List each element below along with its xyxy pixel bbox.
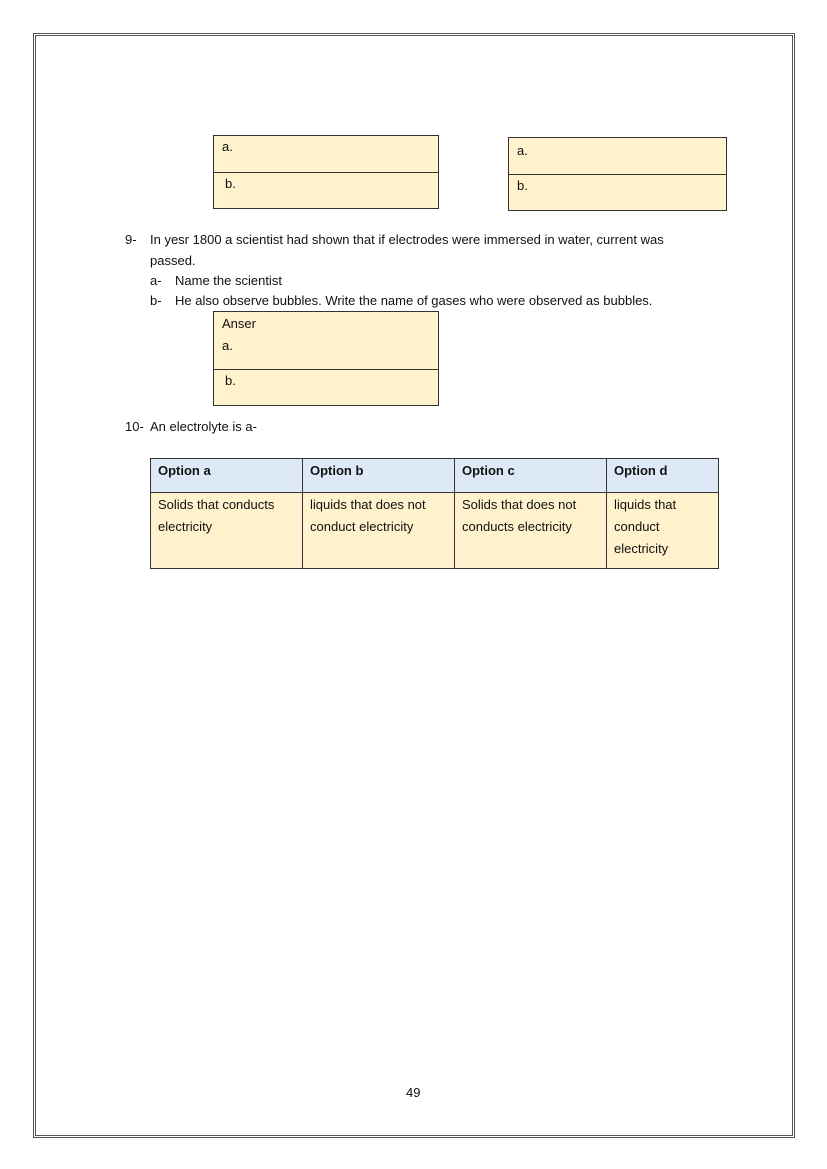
sub-b-label: b- bbox=[150, 293, 162, 308]
answer-line-a: a. bbox=[222, 338, 233, 353]
option-b-cell: liquids that does not conduct electricity bbox=[303, 493, 455, 569]
page-number: 49 bbox=[406, 1085, 421, 1100]
answer-title: Anser bbox=[222, 316, 256, 331]
answer-box-q9 bbox=[213, 311, 439, 406]
answer-line-b: b. bbox=[509, 174, 726, 210]
header-option-d: Option d bbox=[607, 459, 719, 493]
header-option-a: Option a bbox=[151, 459, 303, 493]
question-9-number: 9- bbox=[125, 232, 137, 247]
header-option-c: Option c bbox=[455, 459, 607, 493]
header-option-b: Option b bbox=[303, 459, 455, 493]
options-table bbox=[150, 458, 719, 569]
sub-a-text: Name the scientist bbox=[175, 273, 282, 288]
answer-line-a: a. bbox=[222, 139, 233, 154]
question-10-text: An electrolyte is a- bbox=[150, 419, 257, 434]
question-10-number: 10- bbox=[125, 419, 144, 434]
option-a-cell: Solids that conducts electricity bbox=[151, 493, 303, 569]
question-9-text-cont: passed. bbox=[150, 253, 196, 268]
sub-b-text: He also observe bubbles. Write the name of gases who were observed as bubbles. bbox=[175, 293, 653, 308]
answer-box-left bbox=[213, 135, 439, 209]
option-c-cell: Solids that does not conducts electricity bbox=[455, 493, 607, 569]
sub-a-label: a- bbox=[150, 273, 162, 288]
answer-box-right bbox=[508, 137, 727, 211]
answer-line-b: b. bbox=[214, 369, 438, 405]
answer-line-a: a. bbox=[517, 143, 528, 158]
option-d-cell: liquids that conduct electricity bbox=[607, 493, 719, 569]
question-9-text: In yesr 1800 a scientist had shown that if electrodes were immersed in water, current was bbox=[150, 232, 664, 247]
answer-line-b: b. bbox=[214, 172, 438, 208]
